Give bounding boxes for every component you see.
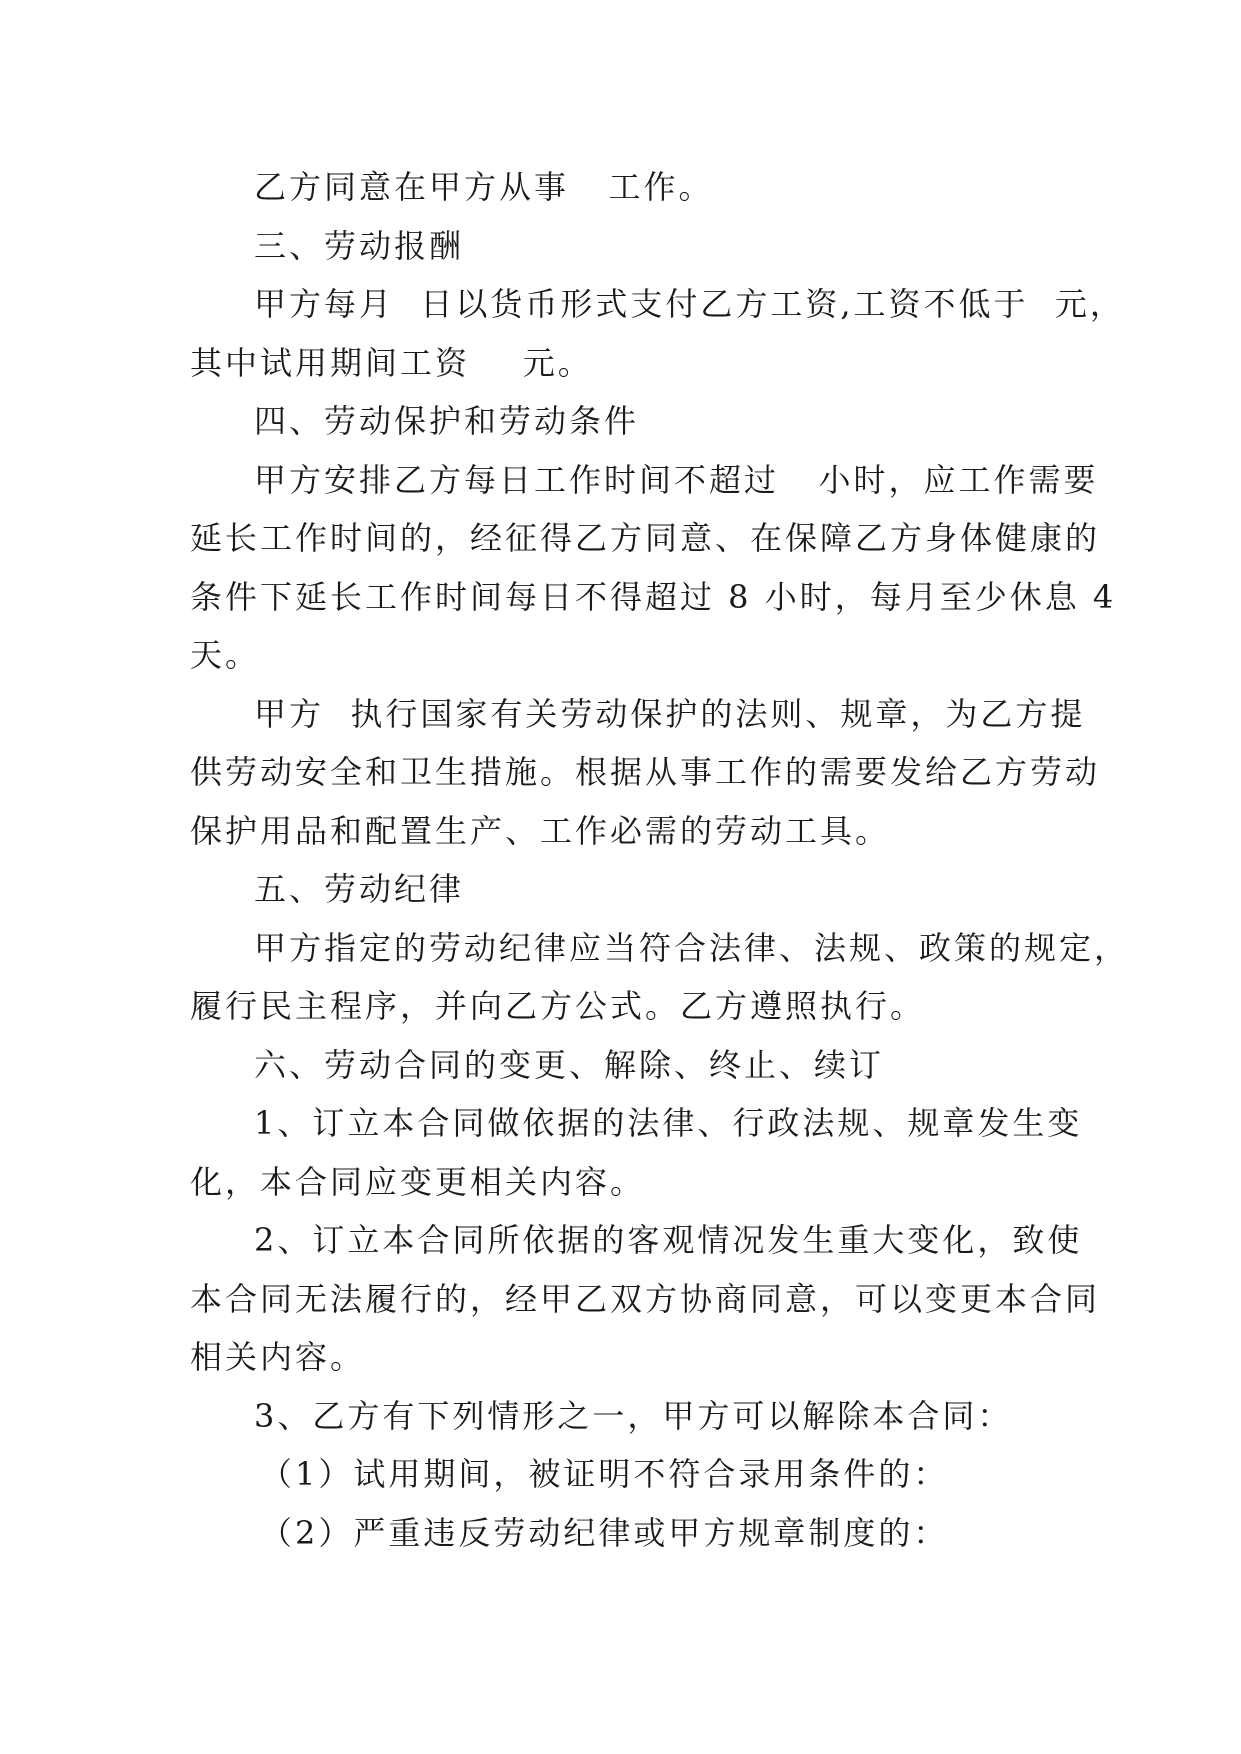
paragraph-line: 甲方 执行国家有关劳动保护的法则、规章，为乙方提 xyxy=(254,694,1086,733)
paragraph-line: 履行民主程序，并向乙方公式。乙方遵照执行。 xyxy=(190,987,926,1025)
list-item: （1）试用期间，被证明不符合录用条件的： xyxy=(260,1455,949,1493)
section-heading-contract-changes: 六、劳动合同的变更、解除、终止、续订 xyxy=(254,1045,885,1084)
paragraph-line: 延长工作时间的，经征得乙方同意、在保障乙方身体健康的 xyxy=(190,519,1101,557)
contract-body xyxy=(190,158,1130,1562)
paragraph-line: 相关内容。 xyxy=(190,1338,366,1376)
paragraph-line: 3、乙方有下列情形之一，甲方可以解除本合同： xyxy=(254,1396,1013,1435)
paragraph-line: 2、订立本合同所依据的客观情况发生重大变化，致使 xyxy=(254,1221,1083,1259)
list-item: （2）严重违反劳动纪律或甲方规章制度的： xyxy=(260,1513,949,1552)
section-heading-labor-protection: 四、劳动保护和劳动条件 xyxy=(254,402,640,440)
paragraph-line: 甲方指定的劳动纪律应当符合法律、法规、政策的规定， xyxy=(254,928,1130,967)
paragraph-line: 甲方安排乙方每日工作时间不超过 小时，应工作需要 xyxy=(254,460,1099,499)
paragraph-line: 甲方每月 日以货币形式支付乙方工资,工资不低于 元， xyxy=(254,285,1125,323)
paragraph-line: 其中试用期间工资 元。 xyxy=(190,343,593,382)
paragraph-line: 条件下延长工作时间每日不得超过 8 小时，每月至少休息 4 xyxy=(190,577,1117,616)
paragraph-line: 本合同无法履行的，经甲乙双方协商同意，可以变更本合同 xyxy=(190,1279,1101,1318)
paragraph-line: 供劳动安全和卫生措施。根据从事工作的需要发给乙方劳动 xyxy=(190,753,1101,791)
section-heading-remuneration: 三、劳动报酬 xyxy=(254,226,465,265)
paragraph-line: 天。 xyxy=(190,636,261,674)
section-heading-labor-discipline: 五、劳动纪律 xyxy=(254,870,465,908)
paragraph-line: 1、订立本合同做依据的法律、行政法规、规章发生变 xyxy=(254,1104,1083,1142)
paragraph-line: 保护用品和配置生产、工作必需的劳动工具。 xyxy=(190,811,891,850)
paragraph-line: 乙方同意在甲方从事 工作。 xyxy=(254,168,714,206)
paragraph-line: 化，本合同应变更相关内容。 xyxy=(190,1162,646,1201)
